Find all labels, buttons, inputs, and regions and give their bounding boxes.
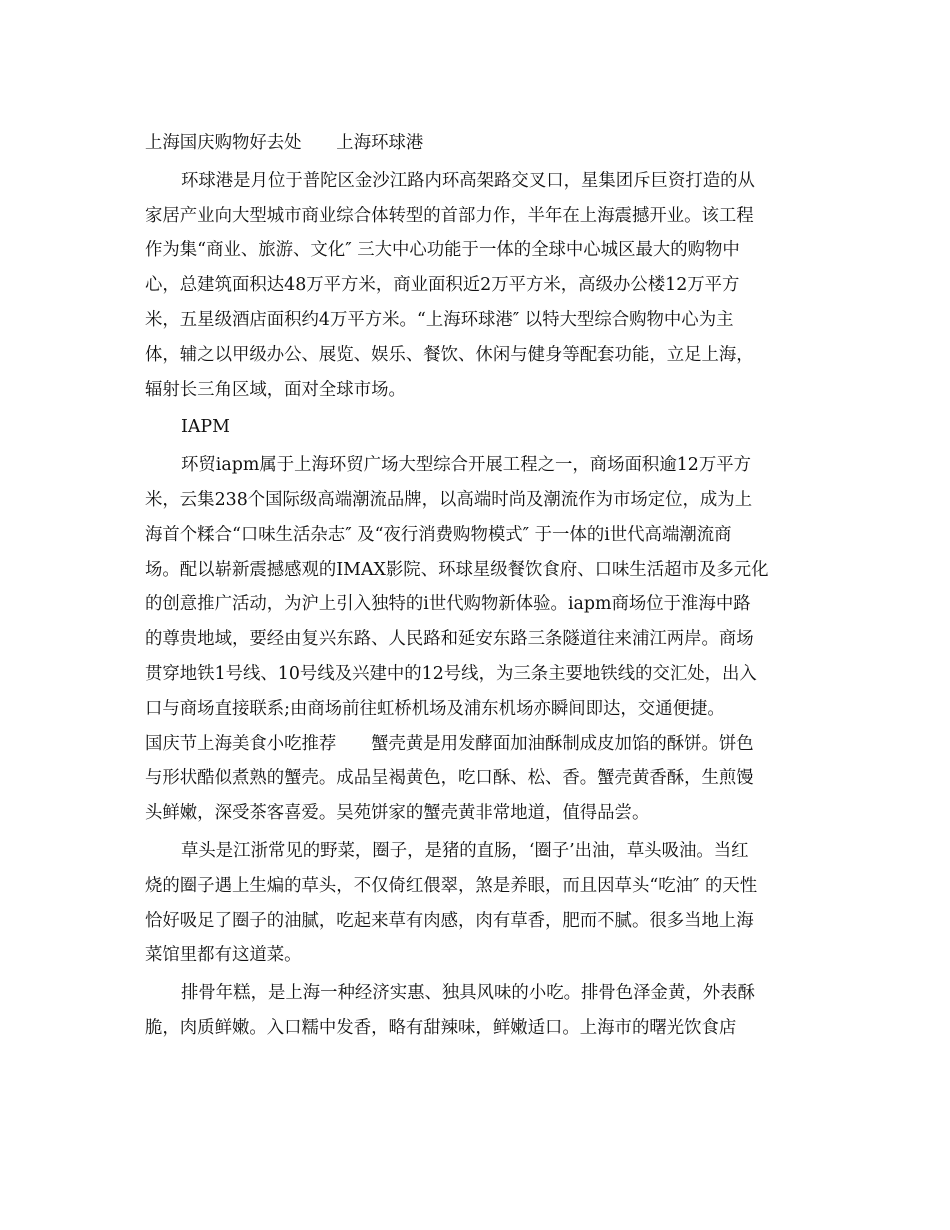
paragraph-huanqiugang bbox=[145, 164, 813, 408]
paragraph-line: 与形状酷似煮熟的蟹壳。成品呈褐黄色，吃口酥、松、香。蟹壳黄香酥，生煎馒 bbox=[145, 768, 754, 789]
heading-iapm: IAPM bbox=[181, 417, 230, 438]
paragraph-line: 贯穿地铁1号线、10号线及兴建中的12号线，为三条主要地铁线的交汇处，出入 bbox=[145, 663, 757, 684]
paragraph-line: 辐射长三角区域，面对全球市场。 bbox=[145, 379, 406, 400]
paragraph-caotou bbox=[145, 834, 813, 973]
paragraph-line: 海首个糅合“口味生活杂志″ 及“夜行消费购物模式″ 于一体的i世代高端潮流商 bbox=[145, 524, 732, 545]
paragraph-iapm bbox=[145, 448, 813, 726]
paragraph-line: 环贸iapm属于上海环贸广场大型综合开展工程之一，商场面积逾12万平方 bbox=[181, 455, 752, 476]
paragraph-line: 菜馆里都有这道菜。 bbox=[145, 945, 302, 966]
paragraph-line: 恰好吸足了圈子的油腻，吃起来草有肉感，肉有草香，肥而不腻。很多当地上海 bbox=[145, 910, 754, 931]
paragraph-line: 作为集“商业、旅游、文化″ 三大中心功能于一体的全球中心城区最大的购物中 bbox=[145, 240, 740, 261]
paragraph-line: 米，五星级酒店面积约4万平方米。“上海环球港″ 以特大型综合购物中心为主 bbox=[145, 309, 734, 330]
paragraph-line: 体，辅之以甲级办公、展览、娱乐、餐饮、休闲与健身等配套功能，立足上海， bbox=[145, 344, 754, 365]
paragraph-line: 心，总建筑面积达48万平方米，商业面积近2万平方米，高级办公楼12万平方 bbox=[145, 275, 740, 296]
paragraph-line: 烧的圈子遇上生煸的草头，不仅倚红偎翠，煞是养眼，而且因草头“吃油″ 的天性 bbox=[145, 875, 758, 896]
title-line: 上海国庆购物好去处 上海环球港 bbox=[145, 133, 424, 153]
paragraph-paigu-niangao bbox=[145, 976, 813, 1046]
paragraph-line: 场。配以崭新震撼感观的IMAX影院、环球星级餐饮食府、口味生活超市及多元化 bbox=[145, 559, 769, 580]
paragraph-line: 家居产业向大型城市商业综合体转型的首部力作，半年在上海震撼开业。该工程 bbox=[145, 205, 754, 226]
paragraph-line: 头鲜嫩，深受茶客喜爱。吴苑饼家的蟹壳黄非常地道，值得品尝。 bbox=[145, 803, 650, 824]
paragraph-line: 米，云集238个国际级高端潮流品牌，以高端时尚及潮流作为市场定位，成为上 bbox=[145, 489, 753, 510]
paragraph-line: 的尊贵地域，要经由复兴东路、人民路和延安东路三条隧道往来浦江两岸。商场 bbox=[145, 629, 754, 650]
paragraph-line: 草头是江浙常见的野菜，圈子，是猪的直肠，‘圈子’出油，草头吸油。当红 bbox=[181, 840, 749, 861]
paragraph-line: 环球港是月位于普陀区金沙江路内环高架路交叉口，星集团斥巨资打造的从 bbox=[181, 170, 755, 191]
paragraph-xiekehuang bbox=[145, 727, 813, 831]
paragraph-line: 的创意推广活动，为沪上引入独特的i世代购物新体验。iapm商场位于淮海中路 bbox=[145, 594, 751, 615]
paragraph-line: 脆，肉质鲜嫩。入口糯中发香，略有甜辣味，鲜嫩适口。上海市的曙光饮食店 bbox=[145, 1017, 737, 1038]
paragraph-line: 口与商场直接联系;由商场前往虹桥机场及浦东机场亦瞬间即达，交通便捷。 bbox=[145, 698, 725, 719]
document-page bbox=[145, 126, 813, 1046]
paragraph-line: 排骨年糕，是上海一种经济实惠、独具风味的小吃。排骨色泽金黄，外表酥 bbox=[181, 983, 755, 1004]
paragraph-line: 国庆节上海美食小吃推荐 蟹壳黄是用发酵面加油酥制成皮加馅的酥饼。饼色 bbox=[145, 733, 754, 754]
